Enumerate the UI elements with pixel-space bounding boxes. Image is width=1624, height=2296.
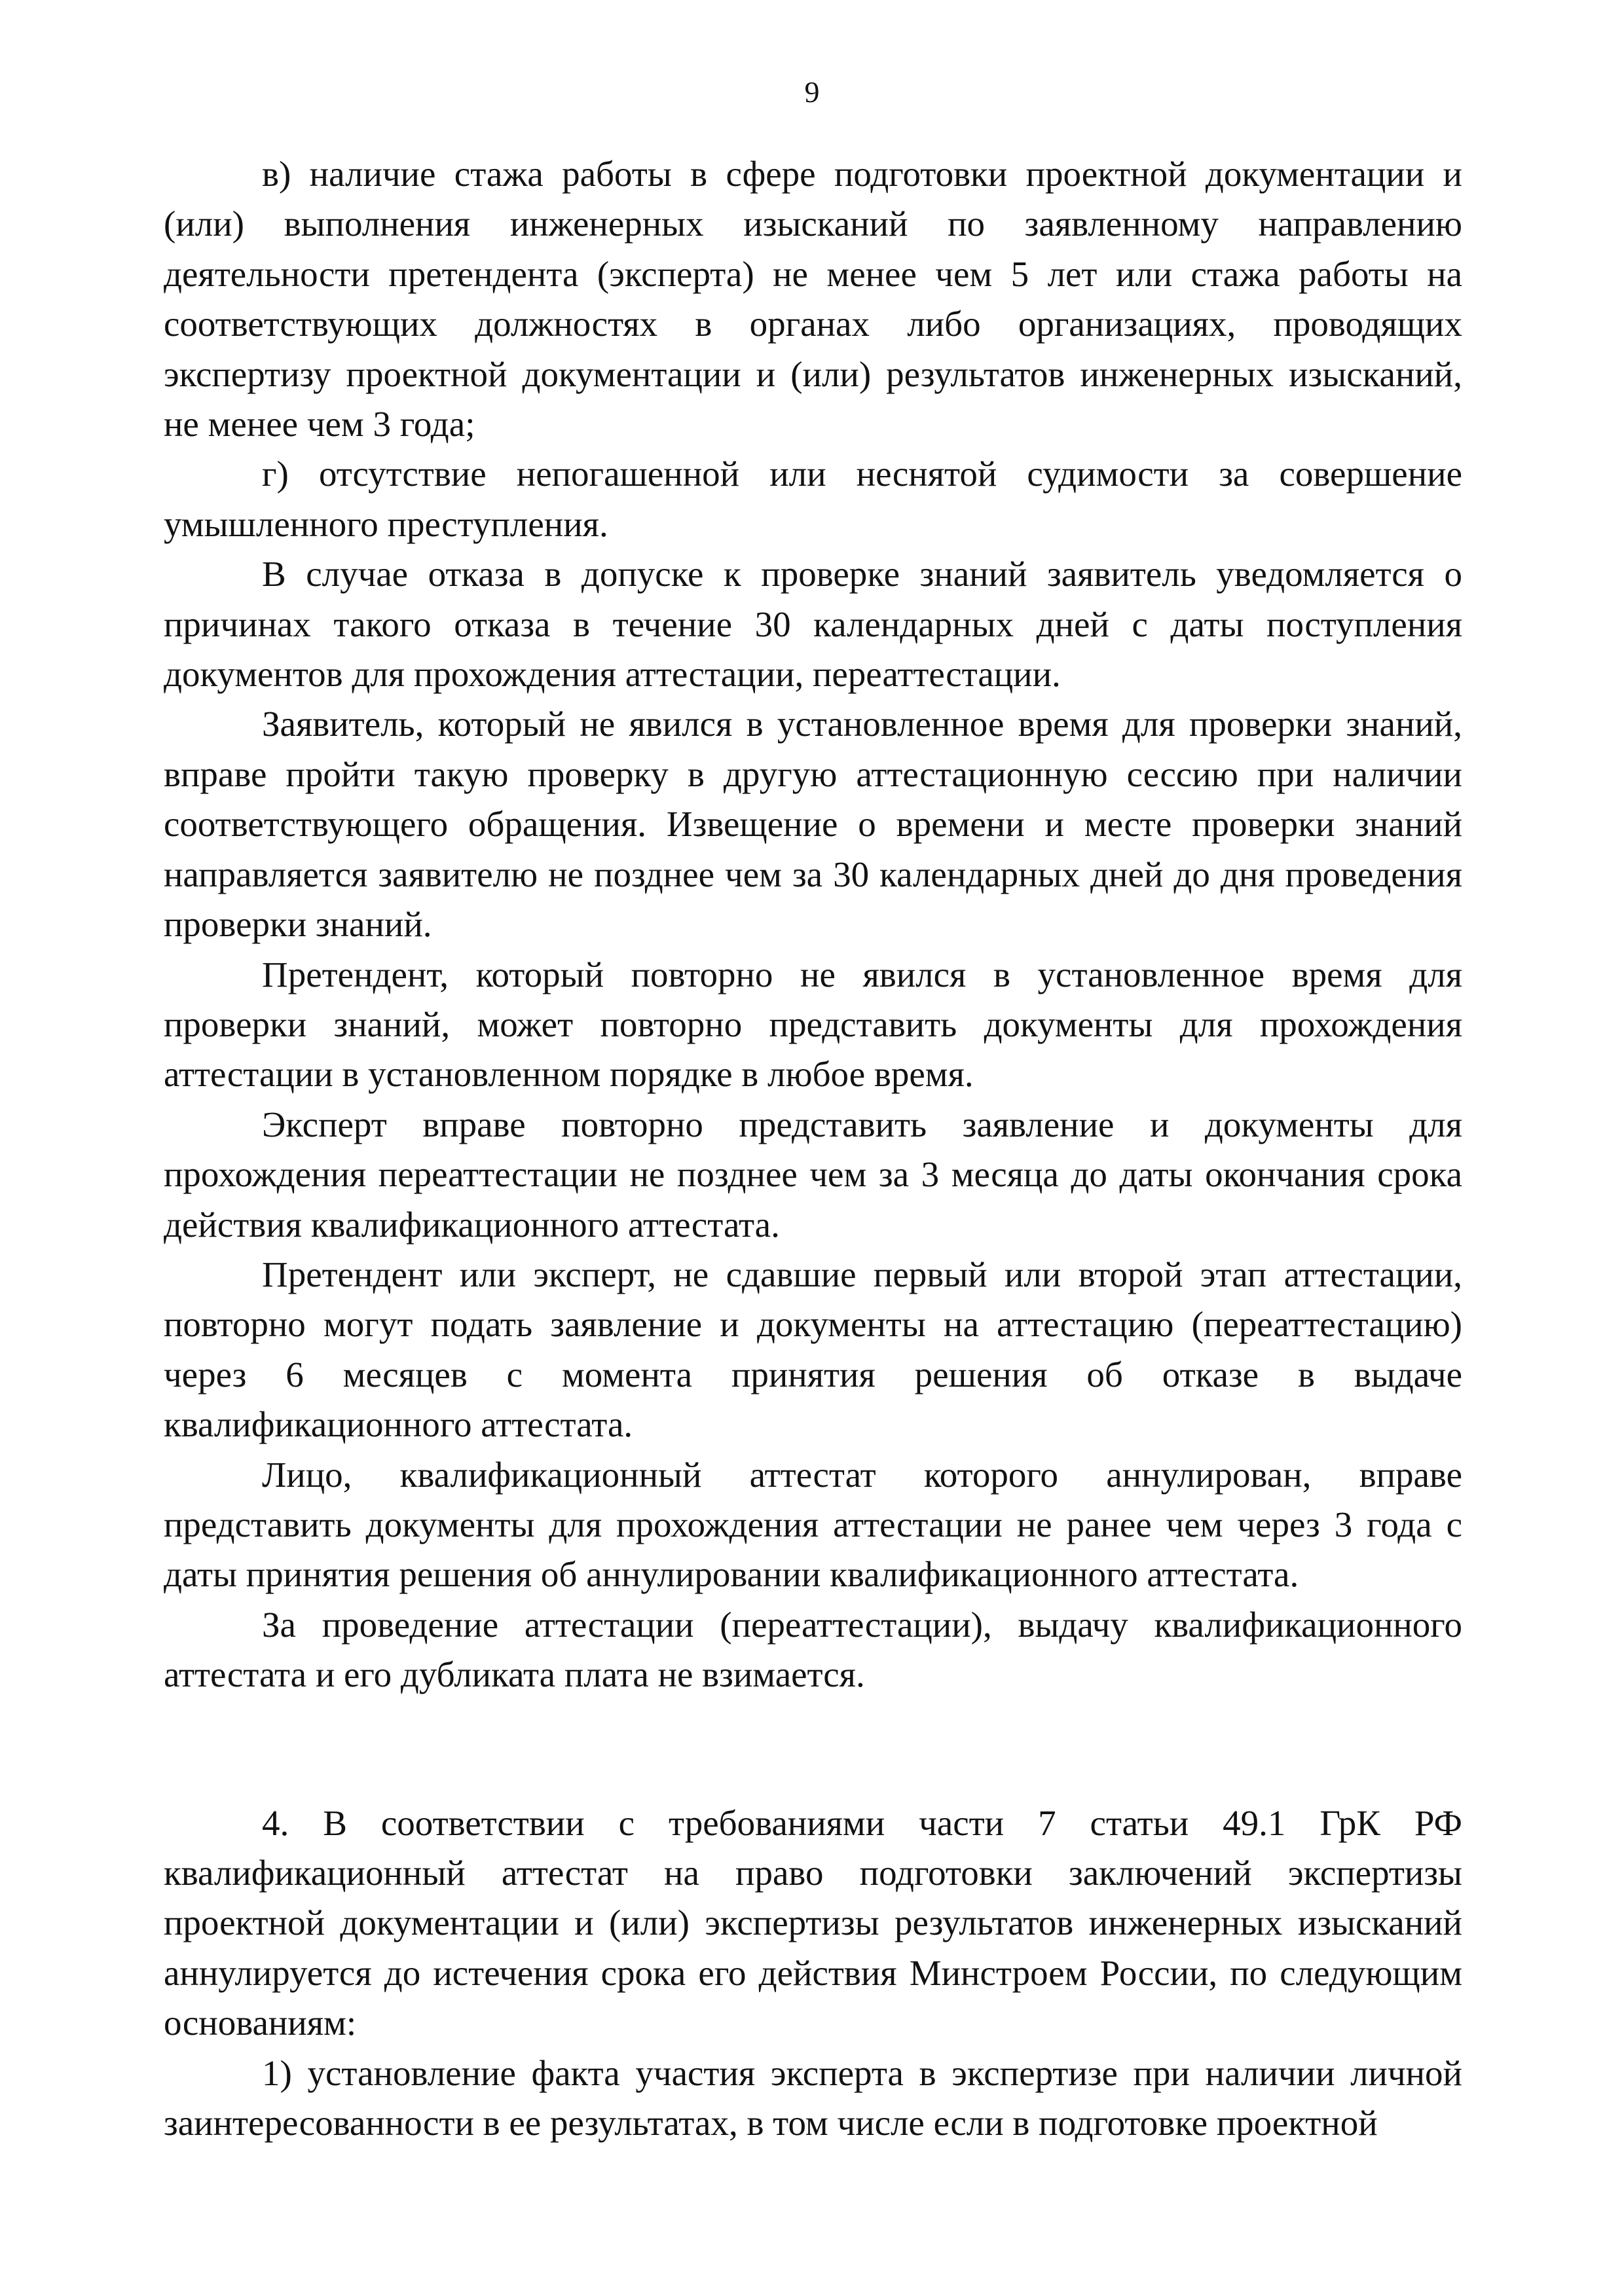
paragraph-expert-reattestation: Эксперт вправе повторно представить заявление и документы для прохождения переаттестации не позднее чем за 3 месяца до даты окончания срока действия квалификационного аттестата.	[164, 1104, 1462, 1245]
paragraph-item-v-work-experience: в) наличие стажа работы в сфере подготовки проектной документации и (или) выполнения инженерных изысканий по заявленному направлению деятельности претендента (эксперта) не менее чем 5 лет или стажа работы на соответствующих должностях в органах либо организациях, проводящих экспертизу проектной документации и (или) результатов инженерных изысканий, не менее чем 3 года;	[164, 154, 1462, 445]
paragraph-ground-1: 1) установление факта участия эксперта в экспертизе при наличии личной заинтересованности в ее результатах, в том числе если в подготовке проектной	[164, 2052, 1462, 2143]
paragraph-no-fee: За проведение аттестации (переаттестации), выдачу квалификационного аттестата и его дубликата плата не взимается.	[164, 1604, 1462, 1695]
document-body	[164, 149, 1462, 2148]
page-number: 9	[804, 75, 820, 109]
paragraph-section-4: 4. В соответствии с требованиями части 7 статьи 49.1 ГрК РФ квалификационный аттестат на право подготовки заключений экспертизы проектной документации и (или) экспертизы результатов инженерных изысканий аннулируется до истечения срока его действия Минстроем России, по следующим основаниям:	[164, 1802, 1462, 2043]
paragraph-annulled-certificate: Лицо, квалификационный аттестат которого аннулирован, вправе представить документы для прохождения аттестации не ранее чем через 3 года с даты принятия решения об аннулировании квалификационного аттестата.	[164, 1454, 1462, 1595]
paragraph-repeated-absence: Претендент, который повторно не явился в установленное время для проверки знаний, может повторно представить документы для прохождения аттестации в установленном порядке в любое время.	[164, 954, 1462, 1095]
paragraph-refusal-notice: В случае отказа в допуске к проверке знаний заявитель уведомляется о причинах такого отказа в течение 30 календарных дней с даты поступления документов для прохождения аттестации, переаттестации.	[164, 554, 1462, 695]
paragraph-absent-applicant: Заявитель, который не явился в установленное время для проверки знаний, вправе пройти такую проверку в другую аттестационную сессию при наличии соответствующего обращения. Извещение о времени и месте проверки знаний направляется заявителю не позднее чем за 30 календарных дней до дня проведения проверки знаний.	[164, 704, 1462, 945]
paragraph-failed-stage: Претендент или эксперт, не сдавшие первый или второй этап аттестации, повторно могут подать заявление и документы на аттестацию (переаттестацию) через 6 месяцев с момента принятия решения об отказе в выдаче квалификационного аттестата.	[164, 1254, 1462, 1445]
paragraph-item-g-no-criminal-record: г) отсутствие непогашенной или неснятой судимости за совершение умышленного преступления.	[164, 454, 1462, 544]
